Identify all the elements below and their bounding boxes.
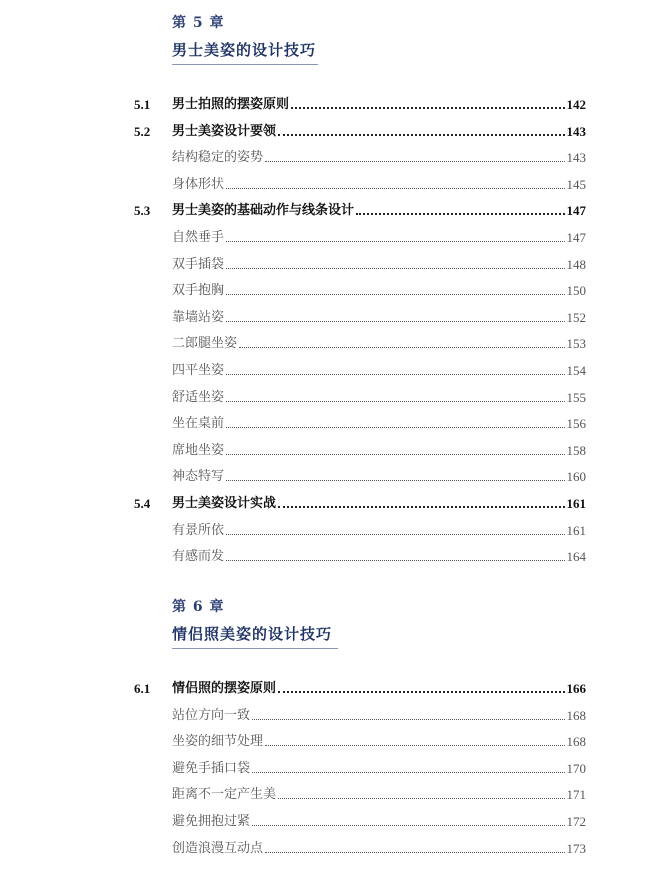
page-number: 168 [566, 707, 586, 723]
toc-subsection-entry[interactable] [134, 811, 586, 831]
dot-leader [239, 346, 564, 348]
entry-title: 双手抱胸 [172, 283, 225, 299]
page-number: 173 [566, 840, 586, 856]
toc-subsection-entry[interactable] [134, 784, 586, 804]
dot-leader [278, 690, 564, 693]
page-number: 147 [566, 203, 586, 219]
entry-title: 结构稳定的姿势 [172, 150, 264, 166]
page-number: 143 [566, 123, 586, 139]
toc-subsection-entry[interactable] [134, 174, 586, 194]
toc-subsection-entry[interactable] [134, 333, 586, 353]
toc-subsection-entry[interactable] [134, 227, 586, 247]
dot-leader [252, 718, 564, 720]
entry-title: 坐姿的细节处理 [172, 734, 264, 750]
entry-title: 有感而发 [172, 549, 225, 565]
toc-section-entry[interactable] [134, 94, 586, 114]
page-number: 155 [566, 389, 586, 405]
chapter-title-underline [172, 648, 338, 649]
page-number: 148 [566, 256, 586, 272]
dot-leader [226, 400, 564, 402]
entry-title: 站位方向一致 [172, 707, 251, 723]
page-number: 170 [566, 760, 586, 776]
toc-subsection-entry[interactable] [134, 546, 586, 566]
dot-leader [278, 505, 564, 508]
toc-subsection-entry[interactable] [134, 147, 586, 167]
dot-leader [278, 133, 564, 136]
page-number: 168 [566, 734, 586, 750]
toc-subsection-entry[interactable] [134, 360, 586, 380]
page-number: 158 [566, 442, 586, 458]
page-number: 142 [566, 97, 586, 112]
entry-title: 二郎腿坐姿 [172, 336, 238, 352]
page-number: 164 [566, 549, 586, 565]
chapter-number: 第 5 章 [172, 15, 225, 31]
section-number: 5.2 [134, 123, 151, 139]
dot-leader [226, 293, 564, 295]
dot-leader [226, 453, 564, 455]
section-number: 5.4 [134, 496, 151, 511]
page-number: 160 [566, 469, 586, 485]
toc-section-entry[interactable] [134, 493, 586, 513]
page-number: 153 [566, 336, 586, 352]
section-number: 5.3 [134, 203, 151, 219]
toc-section-entry[interactable] [134, 121, 586, 141]
entry-title: 距离不一定产生美 [172, 787, 277, 803]
dot-leader [226, 533, 564, 535]
entry-title: 男士美姿设计要领 [172, 123, 277, 139]
dot-leader [252, 771, 564, 773]
page-number: 156 [566, 416, 586, 432]
dot-leader [226, 267, 564, 269]
chapter-title: 男士美姿的设计技巧 [172, 41, 317, 59]
page-number: 161 [566, 496, 586, 511]
page-number: 166 [566, 681, 586, 696]
toc-subsection-entry[interactable] [134, 731, 586, 751]
page-number: 147 [566, 230, 586, 245]
dot-leader [226, 240, 564, 242]
entry-title: 身体形状 [172, 176, 225, 192]
entry-title: 双手插袋 [172, 256, 225, 272]
page-number: 172 [566, 814, 586, 829]
toc-subsection-entry[interactable] [134, 838, 586, 858]
toc-subsection-entry[interactable] [134, 520, 586, 540]
dot-leader [278, 797, 564, 799]
entry-title: 自然垂手 [172, 230, 225, 245]
entry-title: 情侣照的摆姿原则 [172, 681, 277, 696]
dot-leader [226, 479, 564, 481]
entry-title: 舒适坐姿 [172, 389, 225, 405]
entry-title: 靠墙站姿 [172, 309, 225, 325]
toc-subsection-entry[interactable] [134, 466, 586, 486]
page-number: 161 [566, 522, 586, 538]
dot-leader [226, 187, 564, 189]
dot-leader [265, 851, 564, 853]
entry-title: 四平坐姿 [172, 363, 225, 378]
entry-title: 有景所依 [172, 522, 225, 538]
page-number: 150 [566, 283, 586, 299]
page-number: 154 [566, 363, 586, 378]
toc-subsection-entry[interactable] [134, 254, 586, 274]
toc-subsection-entry[interactable] [134, 440, 586, 460]
toc-section-entry[interactable] [134, 200, 586, 220]
entry-title: 创造浪漫互动点 [172, 840, 264, 856]
page-number: 171 [566, 787, 586, 803]
entry-title: 避免手插口袋 [172, 760, 251, 776]
dot-leader [265, 744, 564, 746]
chapter-6-header [172, 598, 342, 649]
dot-leader [226, 559, 564, 561]
toc-subsection-entry[interactable] [134, 758, 586, 778]
toc-subsection-entry[interactable] [134, 387, 586, 407]
entry-title: 男士美姿的基础动作与线条设计 [172, 203, 355, 219]
entry-title: 避免拥抱过紧 [172, 814, 251, 829]
entry-title: 席地坐姿 [172, 442, 225, 458]
toc-subsection-entry[interactable] [134, 280, 586, 300]
chapter-title-underline [172, 64, 318, 65]
toc-subsection-entry[interactable] [134, 413, 586, 433]
page-number: 152 [566, 309, 586, 325]
page-number: 145 [566, 176, 586, 192]
chapter-number: 第 6 章 [172, 599, 225, 615]
page-number: 143 [566, 150, 586, 166]
dot-leader [356, 212, 564, 215]
chapter-title: 情侣照美姿的设计技巧 [172, 625, 333, 643]
chapter-5-header [172, 14, 318, 65]
entry-title: 男士拍照的摆姿原则 [172, 97, 290, 112]
toc-section-entry[interactable] [134, 678, 586, 698]
entry-title: 坐在桌前 [172, 416, 225, 432]
section-number: 6.1 [134, 681, 151, 696]
dot-leader [226, 373, 564, 375]
dot-leader [226, 320, 564, 322]
dot-leader [291, 106, 564, 109]
entry-title: 男士美姿设计实战 [172, 496, 277, 511]
entry-title: 神态特写 [172, 469, 225, 485]
dot-leader [226, 426, 564, 428]
dot-leader [265, 160, 564, 162]
dot-leader [252, 824, 564, 826]
toc-subsection-entry[interactable] [134, 307, 586, 327]
section-number: 5.1 [134, 97, 151, 112]
toc-subsection-entry[interactable] [134, 705, 586, 725]
